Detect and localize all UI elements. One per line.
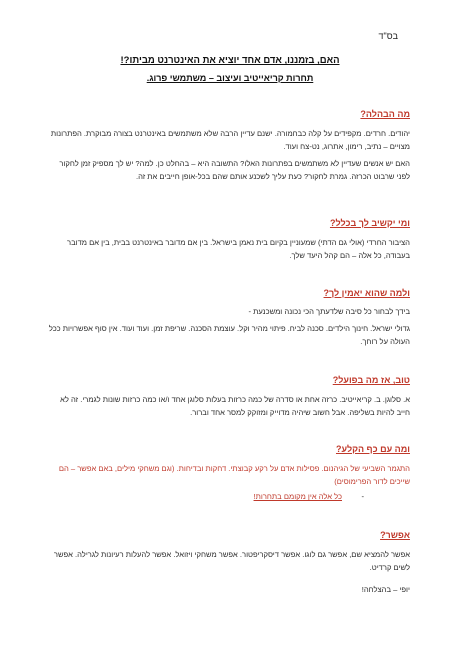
corner-mark: בס"ד	[378, 31, 398, 41]
section-heading-who-listens: ומי יקשיב לך בכלל?	[329, 218, 410, 228]
section-paragraph: בידך לבחור כל סיבה שלדעתך הכי נכונה ומשכנעת -	[248, 307, 410, 316]
document-title: האם, בזמננו, אדם אחד יוציא את האינטרנט מביתו?!	[120, 55, 340, 66]
bullet-dash-icon: -	[361, 492, 364, 501]
section-heading-what-panic: מה הבהלה?	[360, 109, 410, 119]
section-heading-why-believe: ולמה שהוא יאמין לך?	[323, 288, 410, 298]
warning-bullet-text: כל אלה אין מקומם בתחרות!	[253, 492, 342, 501]
section-paragraph-warning: התגמר השביעי של הגיהנום. פסילות אדם על רקע קבוצתי. דחקות ובדיחות. (וגם משחקי מילים, באם אפשר – הם שייכים לדור הפרימוסים)	[58, 464, 410, 486]
section-paragraph: הציבור החרדי (אולי גם הדתי) שמעוניין בקיום בית נאמן בישראל. בין אם מדובר באינטרנט בבית, בין אם מדובר בעבודה, כל אלה – הם קהל היעד שלך.	[67, 238, 410, 260]
section-heading-in-practice: טוב, אז מה בפועל?	[332, 375, 410, 385]
signoff: יופי – בהצלחה!	[361, 585, 410, 594]
section-paragraph: האם יש אנשים שעדיין לא משתמשים בפתרונות האלו? התשובה היא – בהחלט כן. למה? יש לך מספיק זמן לחקור לפני שרבוט הכרזה. גמרת לחקור? כעת עליך לשכנע אותם שהם בכל-אופן חייבים את זה.	[59, 159, 410, 181]
section-heading-slingshot: ומה עם כף הקלע?	[335, 444, 410, 454]
section-paragraph: יהודים. חרדים. מקפידים על קלה כבחמורה. ישנם עדיין הרבה שלא משתמשים באינטרנט בצורה מבוקרת. הפתרונות מצויים – נתיב, רימון, אתרוג, נט-צח ועוד.	[50, 129, 410, 151]
section-heading-possible: אפשר?	[380, 530, 410, 540]
section-paragraph: גדולי ישראל. חינוך הילדים. סכנה לביח. פיתוי מהיר וקל. עוצמת הסכנה. שריפת זמן. ועוד ועוד. אין סוף אפשרויות ככל העולה על רוחך.	[48, 324, 410, 346]
section-paragraph: א. סלוגן. ב. קריאייטיב. כרזה אחת או סדרה של כמה כרזות בעלות סלוגן אחד ו/או כמה כרזות שונות לגמרי. זה לא חייב להיות בשליפה. אבל חשוב שיהיה מדוייק ומזוקק למסר אחד וברור.	[60, 395, 410, 417]
document-subtitle: תחרות קריאייטיב ועיצוב – משתמשי פרוג.	[146, 73, 314, 83]
warning-bullet	[46, 490, 364, 503]
section-paragraph: אפשר להמציא שם, אפשר גם לוגו. אפשר דיסקריפטור. אפשר משחקי ויזואל. אפשר להעלות רעיונות לגרילה. אפשר לשים קרדיט.	[53, 550, 410, 572]
